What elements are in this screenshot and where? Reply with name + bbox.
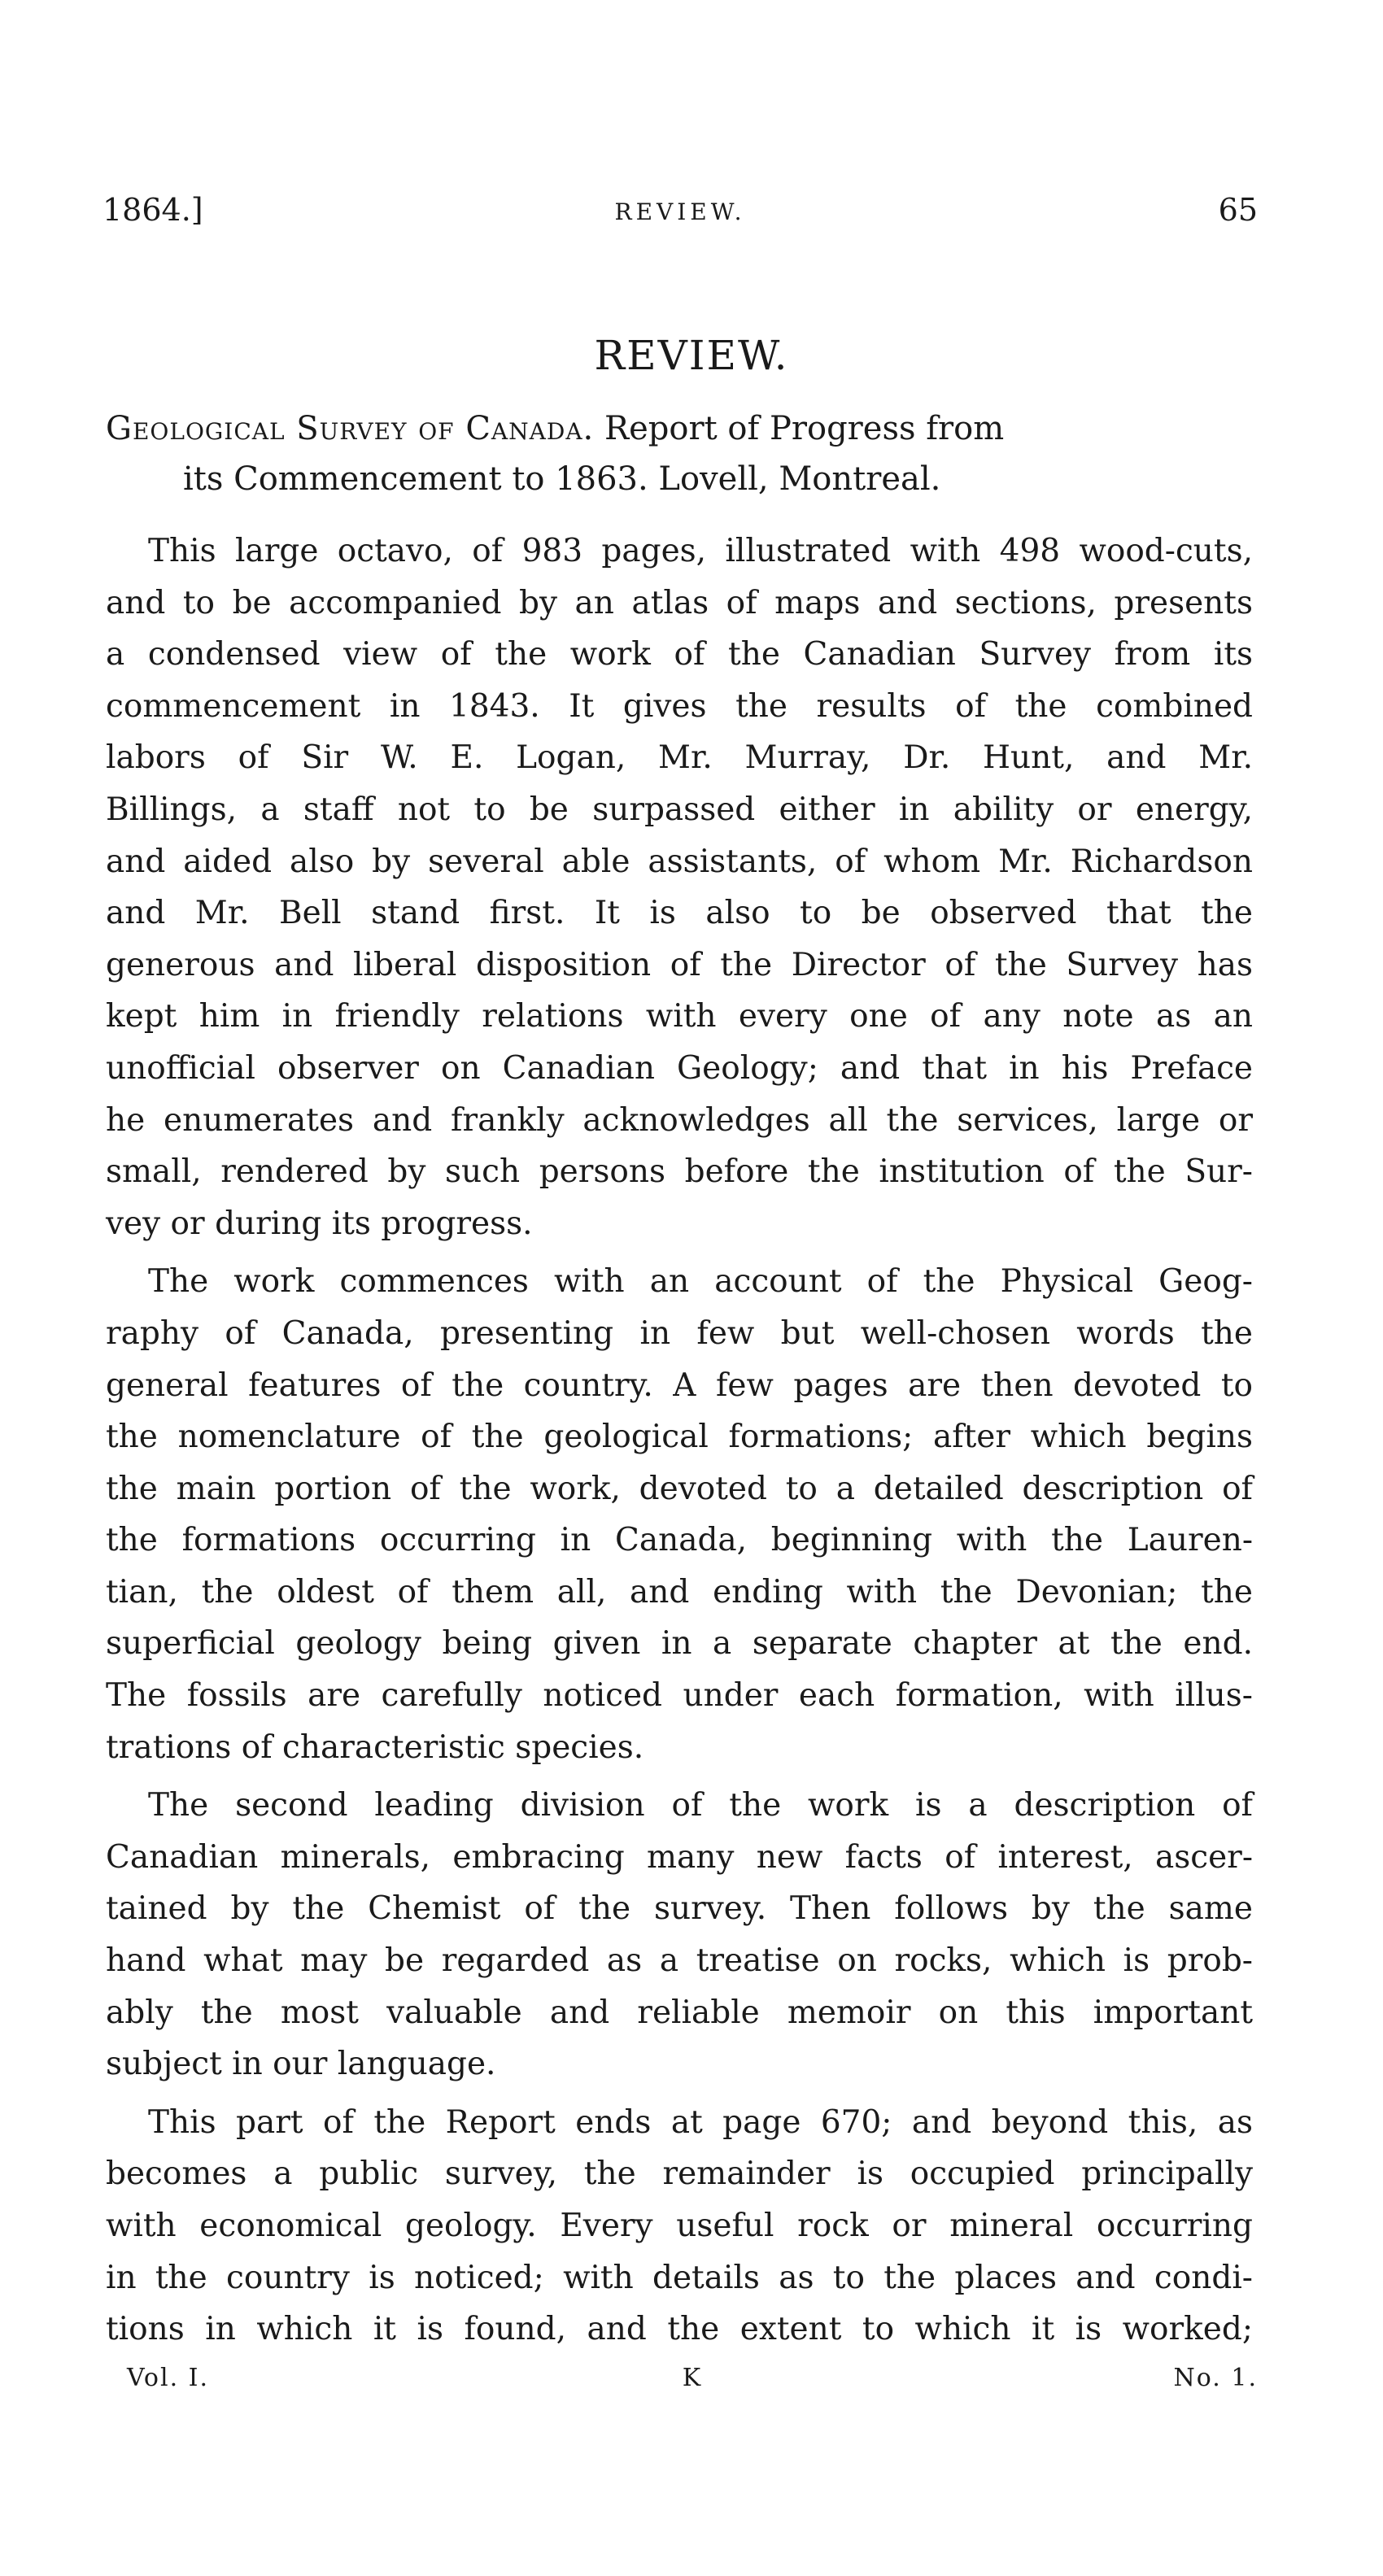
text-line: hand what may be regarded as a treatise on rocks, which is prob- [106, 1942, 1253, 1980]
text-line: tions in which it is found, and the extent to which it is worked; [106, 2311, 1253, 2348]
citation-line-1 [106, 403, 1261, 454]
running-head [103, 192, 1258, 241]
footer-volume: Vol. I. [127, 2364, 210, 2392]
text-line: subject in our language. [106, 2046, 496, 2083]
page-footer [127, 2364, 1258, 2404]
text-line: trations of characteristic species. [106, 1728, 644, 1766]
text-line: This part of the Report ends at page 670; and beyond this, as [148, 2103, 1253, 2141]
text-line: he enumerates and frankly acknowledges all the services, large or [106, 1101, 1253, 1139]
paragraph-3 [106, 1780, 1253, 2090]
citation [106, 403, 1261, 504]
citation-line-2: its Commencement to 1863. Lovell, Montreal. [183, 460, 941, 498]
text-line: becomes a public survey, the remainder is occupied principally [106, 2155, 1253, 2193]
text-line: tian, the oldest of them all, and ending with the Devonian; the [106, 1573, 1253, 1611]
text-line: Canadian minerals, embracing many new facts of interest, ascer- [106, 1838, 1253, 1876]
text-line: in the country is noticed; with details as to the places and condi- [106, 2259, 1253, 2296]
text-line: and to be accompanied by an atlas of maps and sections, presents [106, 584, 1253, 621]
page-title: REVIEW. [594, 332, 789, 379]
citation-report-title: Report of Progress from [604, 410, 1005, 447]
paragraph-2 [106, 1256, 1253, 1773]
text-line: small, rendered by such persons before the institution of the Sur- [106, 1153, 1253, 1191]
body-text [106, 525, 1253, 2362]
text-line: the nomenclature of the geological formations; after which begins [106, 1419, 1253, 1456]
text-line: raphy of Canada, presenting in few but well-chosen words the [106, 1314, 1253, 1352]
text-line: and aided also by several able assistants, of whom Mr. Richardson [106, 843, 1253, 880]
running-head-year: 1864.] [103, 192, 203, 228]
text-line: and Mr. Bell stand first. It is also to be observed that the [106, 895, 1253, 932]
footer-number: No. 1. [1173, 2364, 1258, 2392]
page-number: 65 [1218, 192, 1258, 228]
text-line: generous and liberal disposition of the Director of the Survey has [106, 946, 1253, 983]
citation-source: Geological Survey of Canada. [106, 410, 595, 447]
text-line: The work commences with an account of the Physical Geog- [148, 1263, 1253, 1301]
text-line: The second leading division of the work is a description of [148, 1787, 1253, 1824]
paragraph-4 [106, 2097, 1253, 2356]
paragraph-1 [106, 525, 1253, 1249]
text-line: labors of Sir W. E. Logan, Mr. Murray, Dr. Hunt, and Mr. [106, 739, 1253, 777]
text-line: Billings, a staff not to be surpassed either in ability or energy, [106, 791, 1253, 828]
text-line: This large octavo, of 983 pages, illustrated with 498 wood-cuts, [148, 533, 1253, 569]
text-line: unofficial observer on Canadian Geology; and that in his Preface [106, 1049, 1253, 1087]
text-line: the formations occurring in Canada, beginning with the Lauren- [106, 1522, 1253, 1559]
text-line: kept him in friendly relations with every one of any note as an [106, 998, 1253, 1035]
text-line: commencement in 1843. It gives the results of the combined [106, 687, 1253, 725]
text-line: ably the most valuable and reliable memoir on this important [106, 1994, 1253, 2031]
text-line: tained by the Chemist of the survey. Then follows by the same [106, 1890, 1253, 1928]
text-line: The fossils are carefully noticed under each formation, with illus- [106, 1677, 1253, 1715]
text-line: with economical geology. Every useful rock or mineral occurring [106, 2208, 1253, 2244]
text-line: the main portion of the work, devoted to a detailed description of [106, 1470, 1253, 1507]
text-line: vey or during its progress. [106, 1205, 533, 1242]
running-head-title: REVIEW. [614, 198, 746, 225]
text-line: general features of the country. A few pages are then devoted to [106, 1366, 1253, 1404]
text-line: a condensed view of the work of the Canadian Survey from its [106, 636, 1253, 673]
text-line: superficial geology being given in a separate chapter at the end. [106, 1625, 1253, 1663]
footer-signature-mark: K [682, 2364, 703, 2392]
